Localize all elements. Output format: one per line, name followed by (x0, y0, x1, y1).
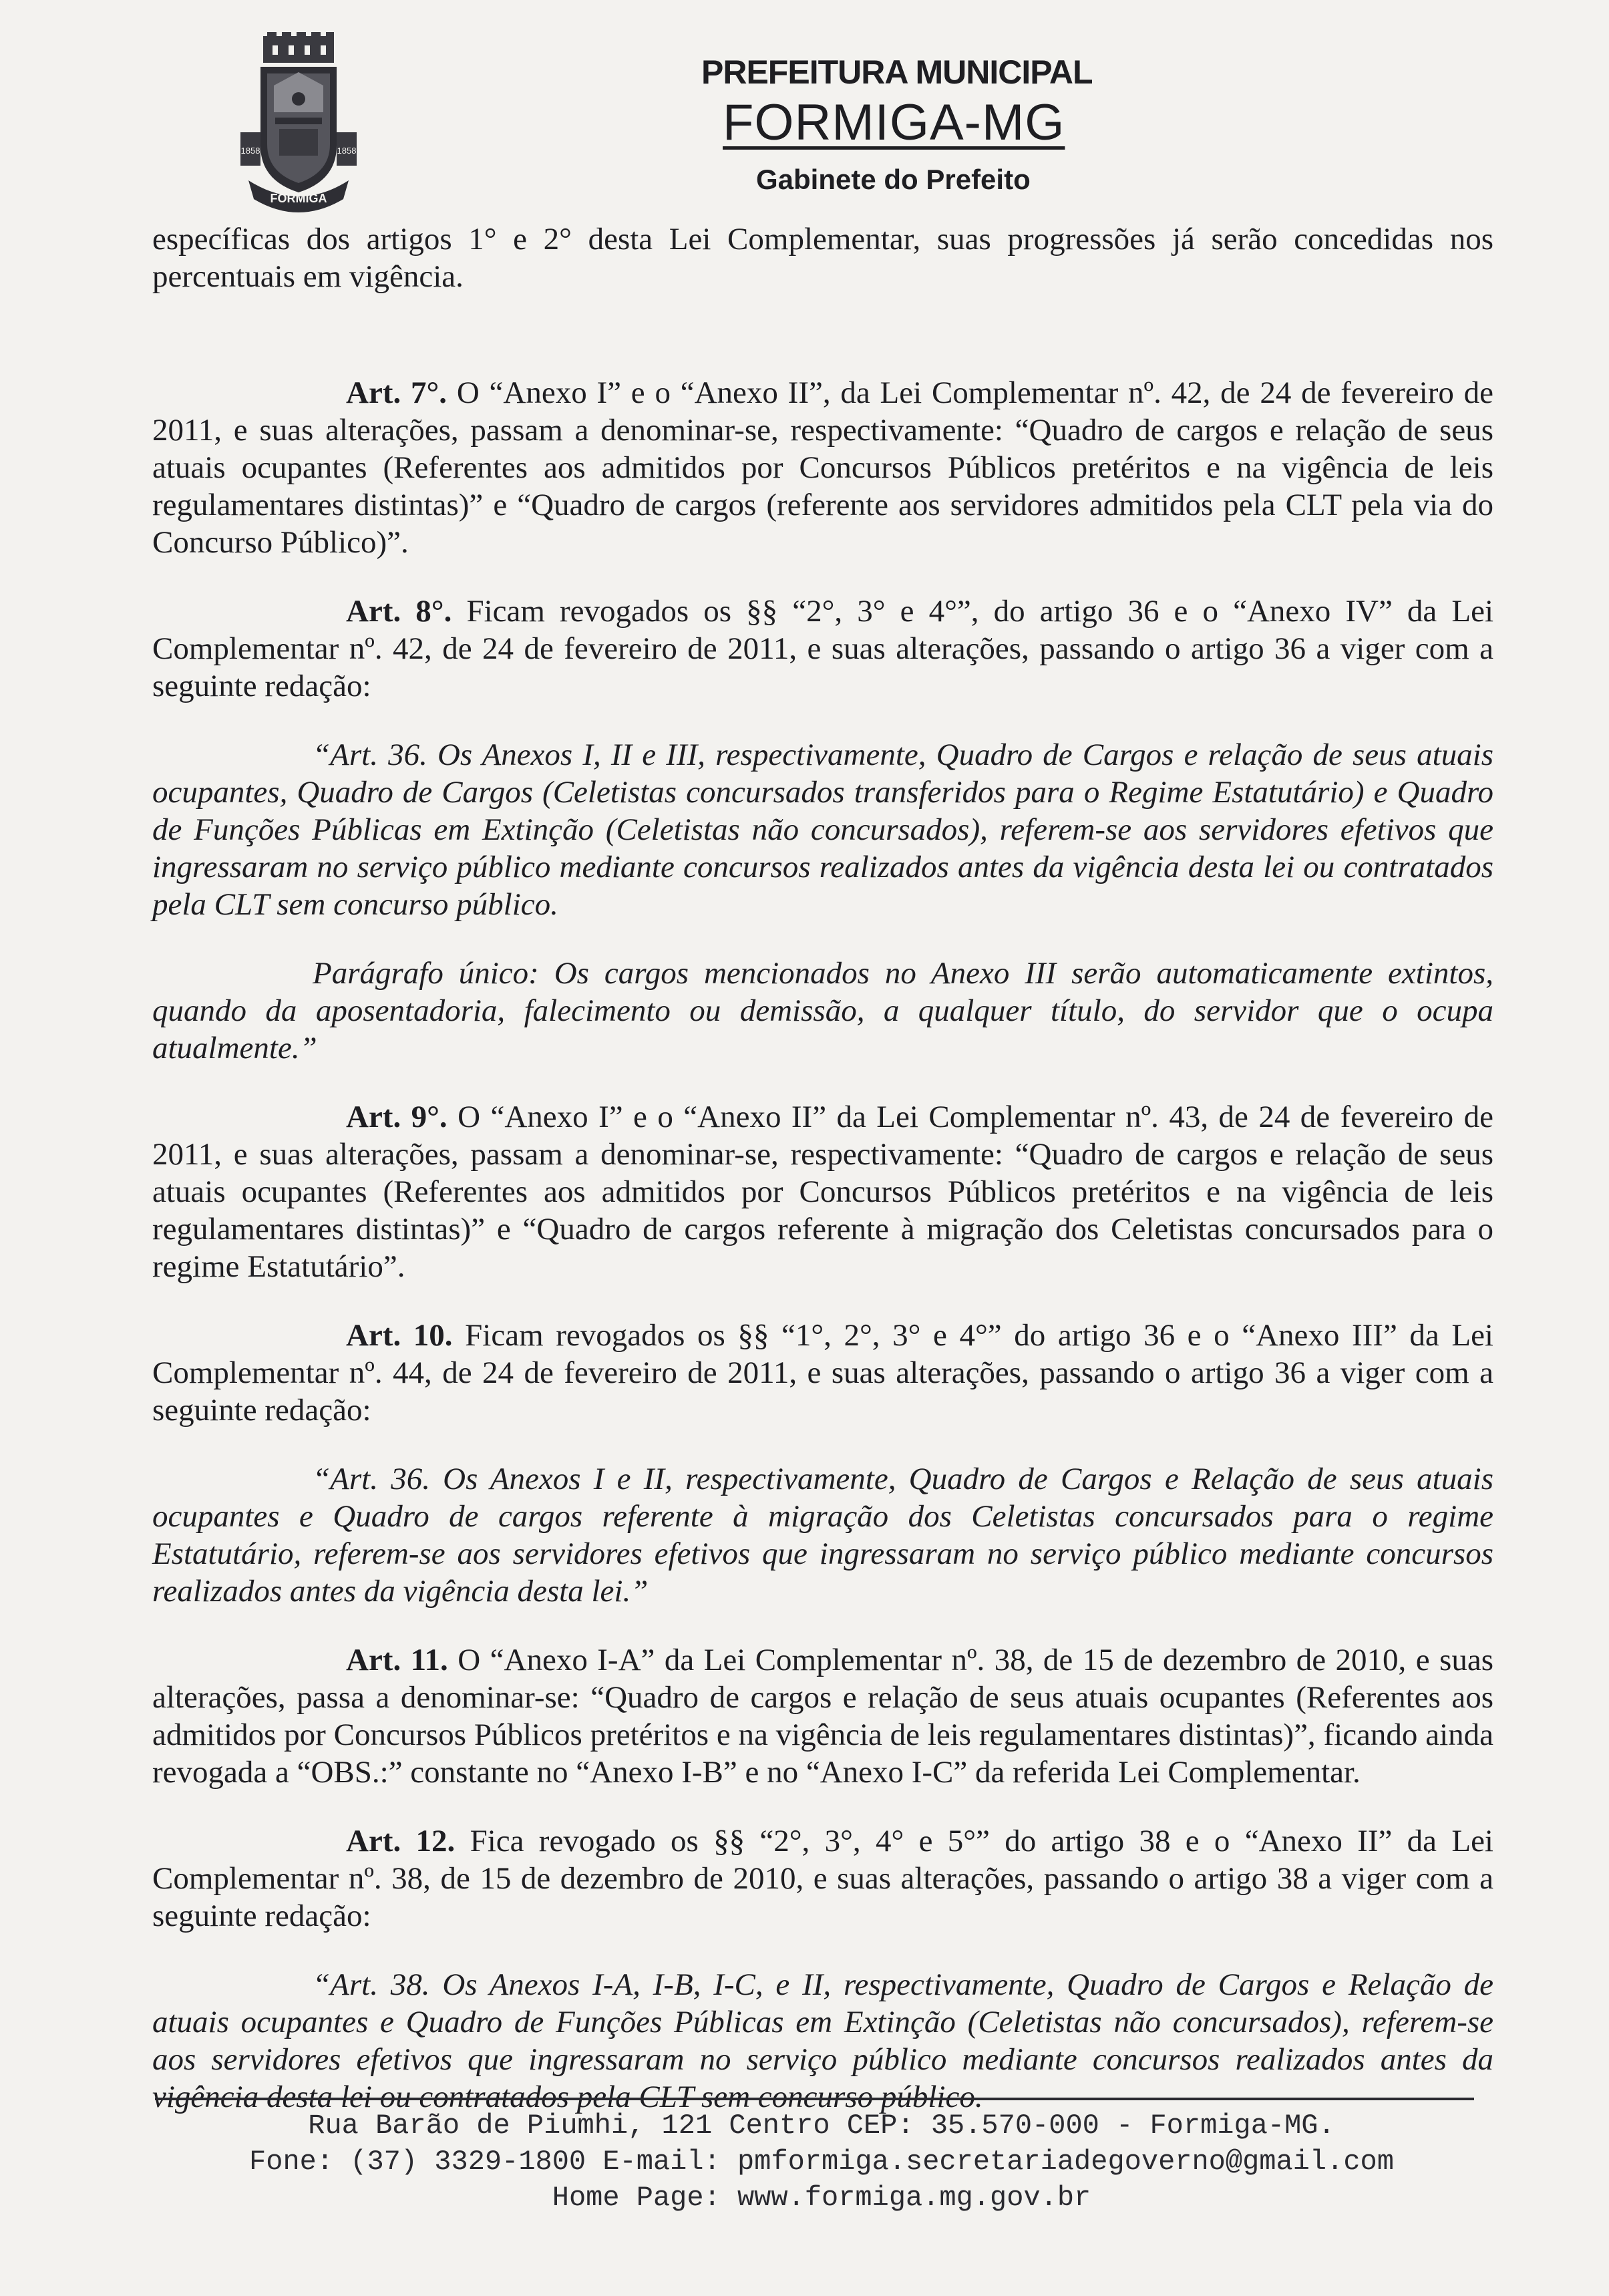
footer-address (167, 2108, 1476, 2216)
article-7-text: O “Anexo I” e o “Anexo II”, da Lei Complementar nº. 42, de 24 de fevereiro de 2011, e suas alterações, passam a denominar-se, respectivamente: “Quadro de cargos e relação de seus atuais ocupantes (Referentes aos admitidos por Concursos Públicos pretéritos e na vigência de leis regulamentares distintas)” e “Quadro de cargos (referente aos servidores admitidos pela CLT pela via do Concurso Público)”. (152, 375, 1493, 560)
svg-text:1858: 1858 (240, 146, 260, 156)
quote-art-36-b: “Art. 36. Os Anexos I e II, respectivamente, Quadro de Cargos e Relação de seus atuais ocupantes e Quadro de cargos referente à migração dos Celetistas concursados para o regime Estatutário, referem-se aos servidores efetivos que ingressaram no serviço público mediante concursos realizados antes da vigência desta lei.” (152, 1462, 1493, 1609)
footer-divider (155, 2098, 1474, 2100)
coat-of-arms-logo (235, 32, 362, 212)
article-8 (152, 593, 1493, 705)
article-9 (152, 1098, 1493, 1285)
letterhead (661, 52, 1142, 198)
header-prefeitura: PREFEITURA MUNICIPAL (701, 53, 1093, 91)
article-12-text: Fica revogado os §§ “2°, 3°, 4° e 5°” do artigo 38 e o “Anexo II” da Lei Complementar nº. 38, de 15 de dezembro de 2010, e suas alterações, passando o artigo 38 a viger com a seguinte redação: (152, 1824, 1493, 1933)
article-12-label: Art. 12. (346, 1824, 456, 1858)
quote-art-38: “Art. 38. Os Anexos I-A, I-B, I-C, e II, respectivamente, Quadro de Cargos e Relação de atuais ocupantes e Quadro de Funções Públicas em Extinção (Celetistas não concursados), referem-se aos servidores efetivos que ingressaram no serviço público mediante concursos realizados antes da vigência desta lei ou contratados pela CLT sem concurso público. (152, 1967, 1493, 2114)
article-11-label: Art. 11. (346, 1643, 448, 1677)
article-10-label: Art. 10. (346, 1318, 453, 1353)
article-11 (152, 1641, 1493, 1791)
paragraph-continuation: específicas dos artigos 1° e 2° desta Lei Complementar, suas progressões já serão concedidas nos percentuais em vigência. (152, 222, 1493, 294)
header-office: Gabinete do Prefeito (756, 164, 1031, 195)
article-9-label: Art. 9°. (346, 1100, 448, 1134)
quote-art-36-a: “Art. 36. Os Anexos I, II e III, respectivamente, Quadro de Cargos e relação de seus atuais ocupantes, Quadro de Cargos (Celetistas concursados transferidos para o Regime Estatutário) e Quadro de Funções Públicas em Extinção (Celetistas não concursados), referem-se aos servidores efetivos que ingressaram no serviço público mediante concursos realizados antes da vigência desta lei ou contratados pela CLT sem concurso público. (152, 737, 1493, 922)
article-11-text: O “Anexo I-A” da Lei Complementar nº. 38, de 15 de dezembro de 2010, e suas alterações, passa a denominar-se: “Quadro de cargos e relação de seus atuais ocupantes (Referentes aos admitidos por Concursos Públicos pretéritos e na vigência de leis regulamentares distintas)”, ficando ainda revogada a “OBS.:” constante no “Anexo I-B” e no “Anexo I-C” da referida Lei Complementar. (152, 1643, 1493, 1790)
document-body (152, 220, 1493, 2147)
article-8-label: Art. 8°. (346, 594, 452, 629)
article-10-text: Ficam revogados os §§ “1°, 2°, 3° e 4°” do artigo 36 e o “Anexo III” da Lei Complementar nº. 44, de 24 de fevereiro de 2011, e suas alterações, passando o artigo 36 a viger com a seguinte redação: (152, 1318, 1493, 1428)
header-city: FORMIGA-MG (723, 94, 1065, 151)
footer-contact: Fone: (37) 3329-1800 E-mail: pmformiga.secretariadegoverno@gmail.com (249, 2146, 1394, 2178)
article-8-text: Ficam revogados os §§ “2°, 3° e 4°”, do artigo 36 e o “Anexo IV” da Lei Complementar nº. 42, de 24 de fevereiro de 2011, e suas alterações, passando o artigo 36 a viger com a seguinte redação: (152, 594, 1494, 703)
footer-street: Rua Barão de Piumhi, 121 Centro CEP: 35.570-000 - Formiga-MG. (308, 2110, 1335, 2142)
footer-homepage: Home Page: www.formiga.mg.gov.br (552, 2182, 1091, 2214)
article-12 (152, 1822, 1493, 1935)
article-10 (152, 1317, 1493, 1429)
svg-text:FORMIGA: FORMIGA (270, 192, 327, 205)
article-7-label: Art. 7°. (346, 375, 448, 410)
article-7 (152, 374, 1493, 561)
article-9-text: O “Anexo I” e o “Anexo II” da Lei Complementar nº. 43, de 24 de fevereiro de 2011, e suas alterações, passam a denominar-se, respectivamente: “Quadro de cargos e relação de seus atuais ocupantes (Referentes aos admitidos por Concursos Públicos pretéritos e na vigência de leis regulamentares distintas)” e “Quadro de cargos referente à migração dos Celetistas concursados para o regime Estatutário”. (152, 1100, 1493, 1284)
svg-text:1858: 1858 (337, 146, 357, 156)
quote-paragrafo-unico: Parágrafo único: Os cargos mencionados no Anexo III serão automaticamente extintos, quando da aposentadoria, falecimento ou demissão, a qualquer título, do servidor que o ocupa atualmente.” (152, 956, 1493, 1065)
